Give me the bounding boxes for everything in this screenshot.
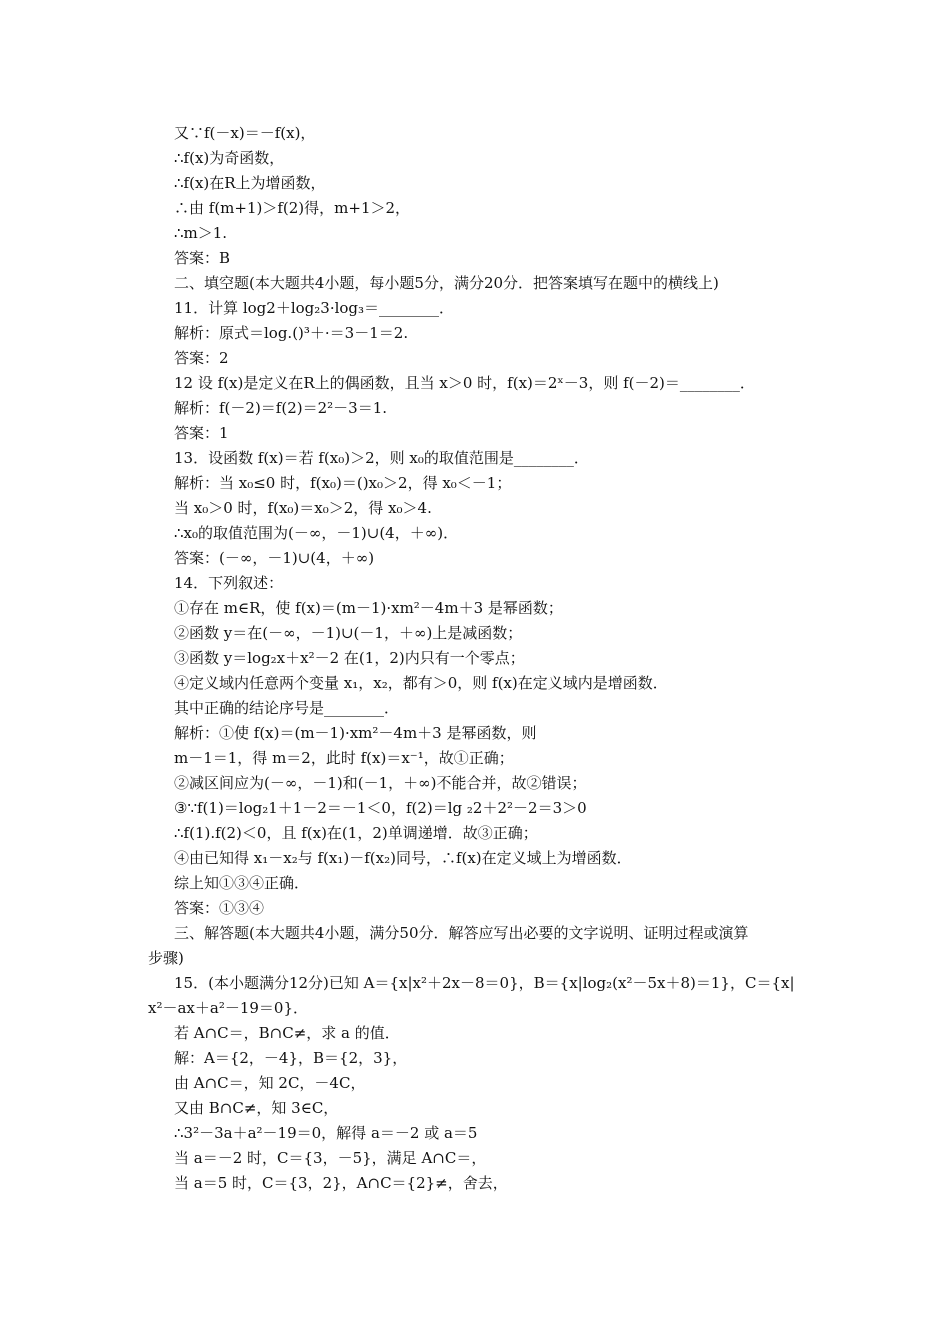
text-line: ②函数 y＝在(－∞，－1)∪(－1，＋∞)上是减函数； xyxy=(174,624,523,642)
text-line: 解析：当 x₀≤0 时，f(x₀)＝()x₀＞2，得 x₀＜－1； xyxy=(174,474,512,492)
text-line: 其中正确的结论序号是________． xyxy=(174,699,400,717)
text-line: ②减区间应为(－∞，－1)和(－1，＋∞)不能合并，故②错误； xyxy=(174,774,587,792)
text-line: 由 A∩C＝，知 2C，－4C， xyxy=(174,1074,366,1092)
text-line: ∴f(x)在R上为增函数， xyxy=(174,174,326,192)
text-line: ∴3²－3a＋a²－19＝0，解得 a＝－2 或 a＝5 xyxy=(174,1124,478,1142)
text-line: x²－ax＋a²－19＝0}． xyxy=(148,999,309,1017)
text-line: 若 A∩C＝，B∩C≠，求 a 的值． xyxy=(174,1024,400,1042)
text-line: 又由 B∩C≠，知 3∈C， xyxy=(174,1099,339,1117)
text-line: ④定义域内任意两个变量 x₁，x₂，都有＞0，则 f(x)在定义域内是增函数． xyxy=(174,674,668,692)
text-line: 12 设 f(x)是定义在R上的偶函数，且当 x＞0 时，f(x)＝2ˣ－3，则 f(－2)＝________． xyxy=(174,374,755,392)
text-line: ④由已知得 x₁－x₂与 f(x₁)－f(x₂)同号，∴f(x)在定义域上为增函数． xyxy=(174,849,632,867)
text-line: ∴f(1).f(2)＜0，且 f(x)在(1，2)单调递增．故③正确； xyxy=(174,824,538,842)
text-line: 解析：f(－2)＝f(2)＝2²－3＝1. xyxy=(174,399,388,417)
text-line: ③函数 y＝log₂x＋x²－2 在(1，2)内只有一个零点； xyxy=(174,649,525,667)
text-line: 步骤) xyxy=(148,949,184,967)
text-line: 当 a＝5 时，C＝{3，2}，A∩C＝{2}≠，舍去， xyxy=(174,1174,508,1192)
document-body xyxy=(148,121,828,1196)
text-line: 15．(本小题满分12分)已知 A＝{x|x²＋2x－8＝0}，B＝{x|log₂(x²－5x＋8)＝1}，C＝{x| xyxy=(174,974,795,992)
text-line: 答案：(－∞，－1)∪(4，＋∞) xyxy=(174,549,375,567)
text-line: 当 x₀＞0 时，f(x₀)＝x₀＞2，得 x₀＞4. xyxy=(174,499,432,517)
text-line: 解析：原式＝log.()³＋·＝3－1＝2. xyxy=(174,324,409,342)
text-line: ∴f(x)为奇函数， xyxy=(174,149,285,167)
text-line: 14．下列叙述： xyxy=(174,574,284,592)
text-line: 当 a＝－2 时，C＝{3，－5}，满足 A∩C＝， xyxy=(174,1149,487,1167)
text-line: m－1＝1，得 m＝2，此时 f(x)＝x⁻¹，故①正确； xyxy=(174,749,514,767)
text-line: ③∵f(1)＝log₂1＋1－2＝－1＜0，f(2)＝lg ₂2＋2²－2＝3＞0 xyxy=(174,799,587,817)
text-line: 综上知①③④正确． xyxy=(174,874,310,892)
text-line: 解：A＝{2，－4}，B＝{2，3}， xyxy=(174,1049,408,1067)
text-line: 11．计算 log2＋log₂3·log₃＝________． xyxy=(174,299,455,317)
text-line: 解析：①使 f(x)＝(m－1)·xm²－4m＋3 是幂函数，则 xyxy=(174,724,537,742)
text-line: 答案：①③④ xyxy=(174,899,265,917)
text-line: 答案：2 xyxy=(174,349,229,367)
text-line: ①存在 m∈R，使 f(x)＝(m－1)·xm²－4m＋3 是幂函数； xyxy=(174,599,563,617)
text-line: 又∵f(－x)＝－f(x)， xyxy=(174,124,316,142)
text-line: ∴x₀的取值范围为(－∞，－1)∪(4，＋∞)． xyxy=(174,524,459,542)
text-line: ∴m＞1. xyxy=(174,224,228,242)
text-line: 13．设函数 f(x)＝若 f(x₀)＞2，则 x₀的取值范围是________． xyxy=(174,449,589,467)
text-line: 答案：B xyxy=(174,249,231,267)
text-line: 三、解答题(本大题共4小题，满分50分．解答应写出必要的文字说明、证明过程或演算 xyxy=(174,924,749,942)
text-line: ∴由 f(m+1)＞f(2)得，m+1＞2， xyxy=(174,199,411,217)
text-line: 答案：1 xyxy=(174,424,229,442)
text-line: 二、填空题(本大题共4小题，每小题5分，满分20分．把答案填写在题中的横线上) xyxy=(174,274,719,292)
